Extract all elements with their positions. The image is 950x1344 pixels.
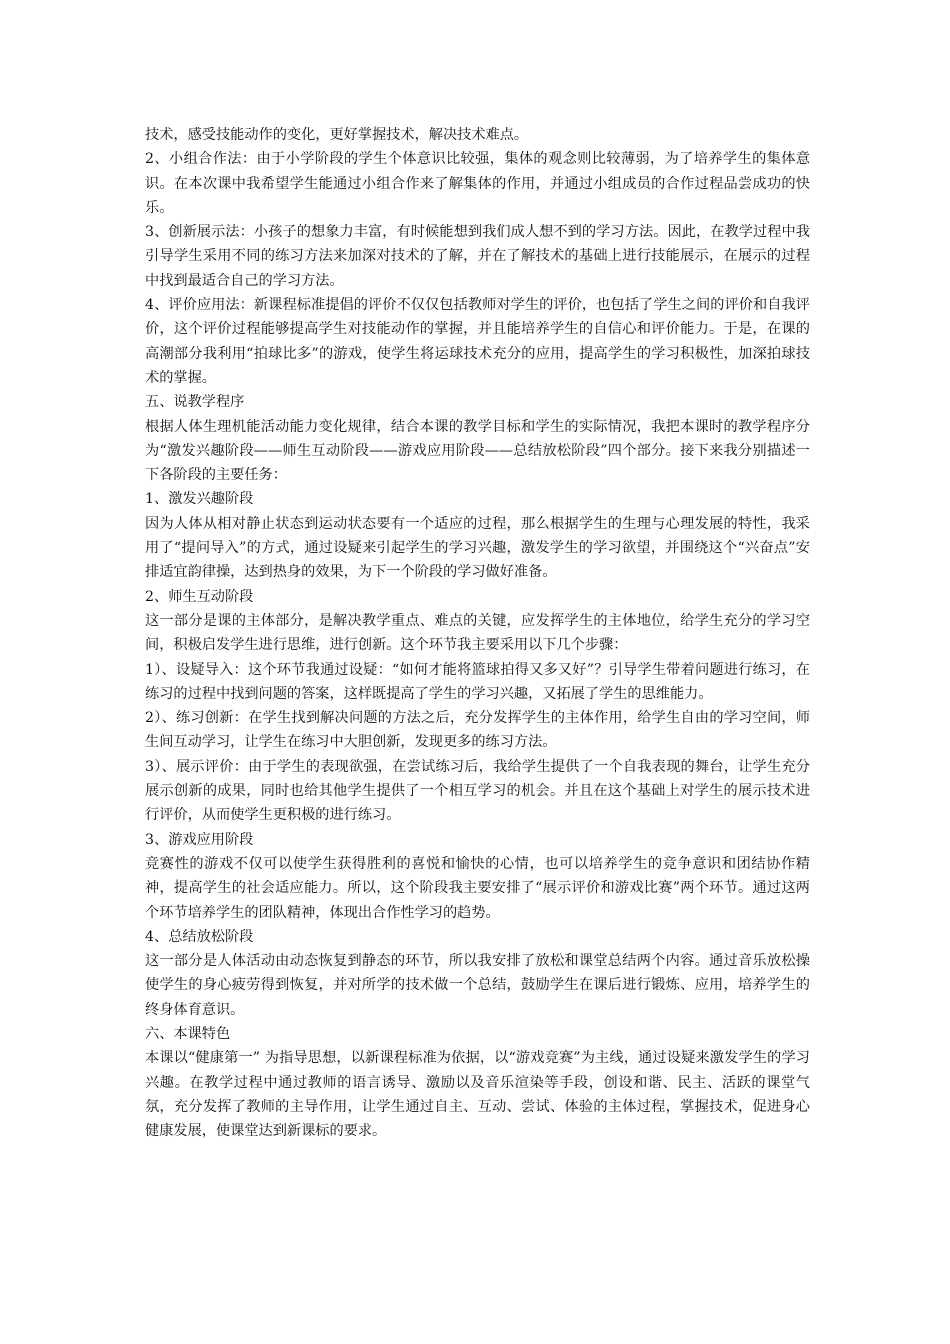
paragraph-procedure-intro: 根据人体生理机能活动能力变化规律，结合本课的教学目标和学生的实际情况，我把本课时的教学程序分为“激发兴趣阶段——师生互动阶段——游戏应用阶段——总结放松阶段”四个部分。接下来我分别描述一下各阶段的主要任务： — [145, 418, 810, 484]
section-heading-course-features: 六、本课特色 — [145, 1025, 231, 1042]
paragraph-course-features: 本课以“健康第一” 为指导思想，以新课程标准为依据，以“游戏竞赛”为主线，通过设疑来激发学生的学习兴趣。在教学过程中通过教师的语言诱导、激励以及音乐渲染等手段，创设和谐、民主、活跃的课堂气氛，充分发挥了教师的主导作用，让学生通过自主、互动、尝试、体验的主体过程，掌握技术，促进身心健康发展，使课堂达到新课标的要求。 — [145, 1050, 810, 1140]
paragraph-innovation-display: 3、创新展示法：小孩子的想象力丰富，有时候能想到我们成人想不到的学习方法。因此，在教学过程中我引导学生采用不同的练习方法来加深对技术的了解，并在了解技术的基础上进行技能展示，在展示的过程中找到最适合自己的学习方法。 — [145, 224, 810, 289]
document-body — [145, 123, 810, 1143]
subheading-stimulate-interest: 1、激发兴趣阶段 — [145, 491, 254, 508]
paragraph-interaction-intro: 这一部分是课的主体部分，是解决教学重点、难点的关键，应发挥学生的主体地位，给学生充分的学习空间，积极启发学生进行思维，进行创新。这个环节我主要采用以下几个步骤： — [145, 612, 810, 654]
subheading-summary-relaxation: 4、总结放松阶段 — [145, 928, 254, 945]
subheading-teacher-student-interaction: 2、师生互动阶段 — [145, 588, 254, 605]
paragraph-continuation: 技术，感受技能动作的变化，更好掌握技术，解决技术难点。 — [145, 127, 529, 143]
paragraph-stimulate-interest: 因为人体从相对静止状态到运动状态要有一个适应的过程，那么根据学生的生理与心理发展的特性，我采用了“提问导入”的方式，通过设疑来引起学生的学习兴趣，激发学生的学习欲望，并围绕这个“兴奋点”安排适宜韵律操，达到热身的效果，为下一个阶段的学习做好准备。 — [145, 515, 810, 581]
paragraph-evaluation-application: 4、评价应用法：新课程标准提倡的评价不仅仅包括教师对学生的评价，也包括了学生之间的评价和自我评价，这个评价过程能够提高学生对技能动作的掌握，并且能培养学生的自信心和评价能力。于是，在课的高潮部分我利用“拍球比多”的游戏，使学生将运球技术充分的应用，提高学生的学习积极性，加深拍球技术的掌握。 — [145, 297, 810, 386]
paragraph-step-practice: 2）、练习创新：在学生找到解决问题的方法之后，充分发挥学生的主体作用，给学生自由的学习空间，师生间互动学习，让学生在练习中大胆创新，发现更多的练习方法。 — [145, 710, 810, 751]
paragraph-group-cooperation: 2、小组合作法：由于小学阶段的学生个体意识比较强，集体的观念则比较薄弱，为了培养学生的集体意识。在本次课中我希望学生能通过小组合作来了解集体的作用，并通过小组成员的合作过程品尝成功的快乐。 — [145, 151, 810, 216]
paragraph-summary-relaxation: 这一部分是人体活动由动态恢复到静态的环节，所以我安排了放松和课堂总结两个内容。通过音乐放松操使学生的身心疲劳得到恢复，并对所学的技术做一个总结，鼓励学生在课后进行锻炼、应用，培养学生的终身体育意识。 — [145, 953, 810, 1018]
paragraph-game-application: 竞赛性的游戏不仅可以使学生获得胜利的喜悦和愉快的心情，也可以培养学生的竞争意识和团结协作精神，提高学生的社会适应能力。所以，这个阶段我主要安排了“展示评价和游戏比赛”两个环节。通过这两个环节培养学生的团队精神，体现出合作性学习的趋势。 — [145, 855, 810, 921]
subheading-game-application: 3、游戏应用阶段 — [145, 831, 254, 848]
paragraph-step-display: 3）、展示评价：由于学生的表现欲强，在尝试练习后，我给学生提供了一个自我表现的舞台，让学生充分展示创新的成果，同时也给其他学生提供了一个相互学习的机会。并且在这个基础上对学生的展示技术进行评价，从而使学生更积极的进行练习。 — [145, 758, 810, 824]
paragraph-step-questioning: 1）、设疑导入：这个环节我通过设疑：“如何才能将篮球拍得又多又好”？引导学生带着问题进行练习，在练习的过程中找到问题的答案，这样既提高了学生的学习兴趣，又拓展了学生的思维能力。 — [145, 661, 810, 702]
section-heading-teaching-procedure: 五、说教学程序 — [145, 394, 245, 411]
